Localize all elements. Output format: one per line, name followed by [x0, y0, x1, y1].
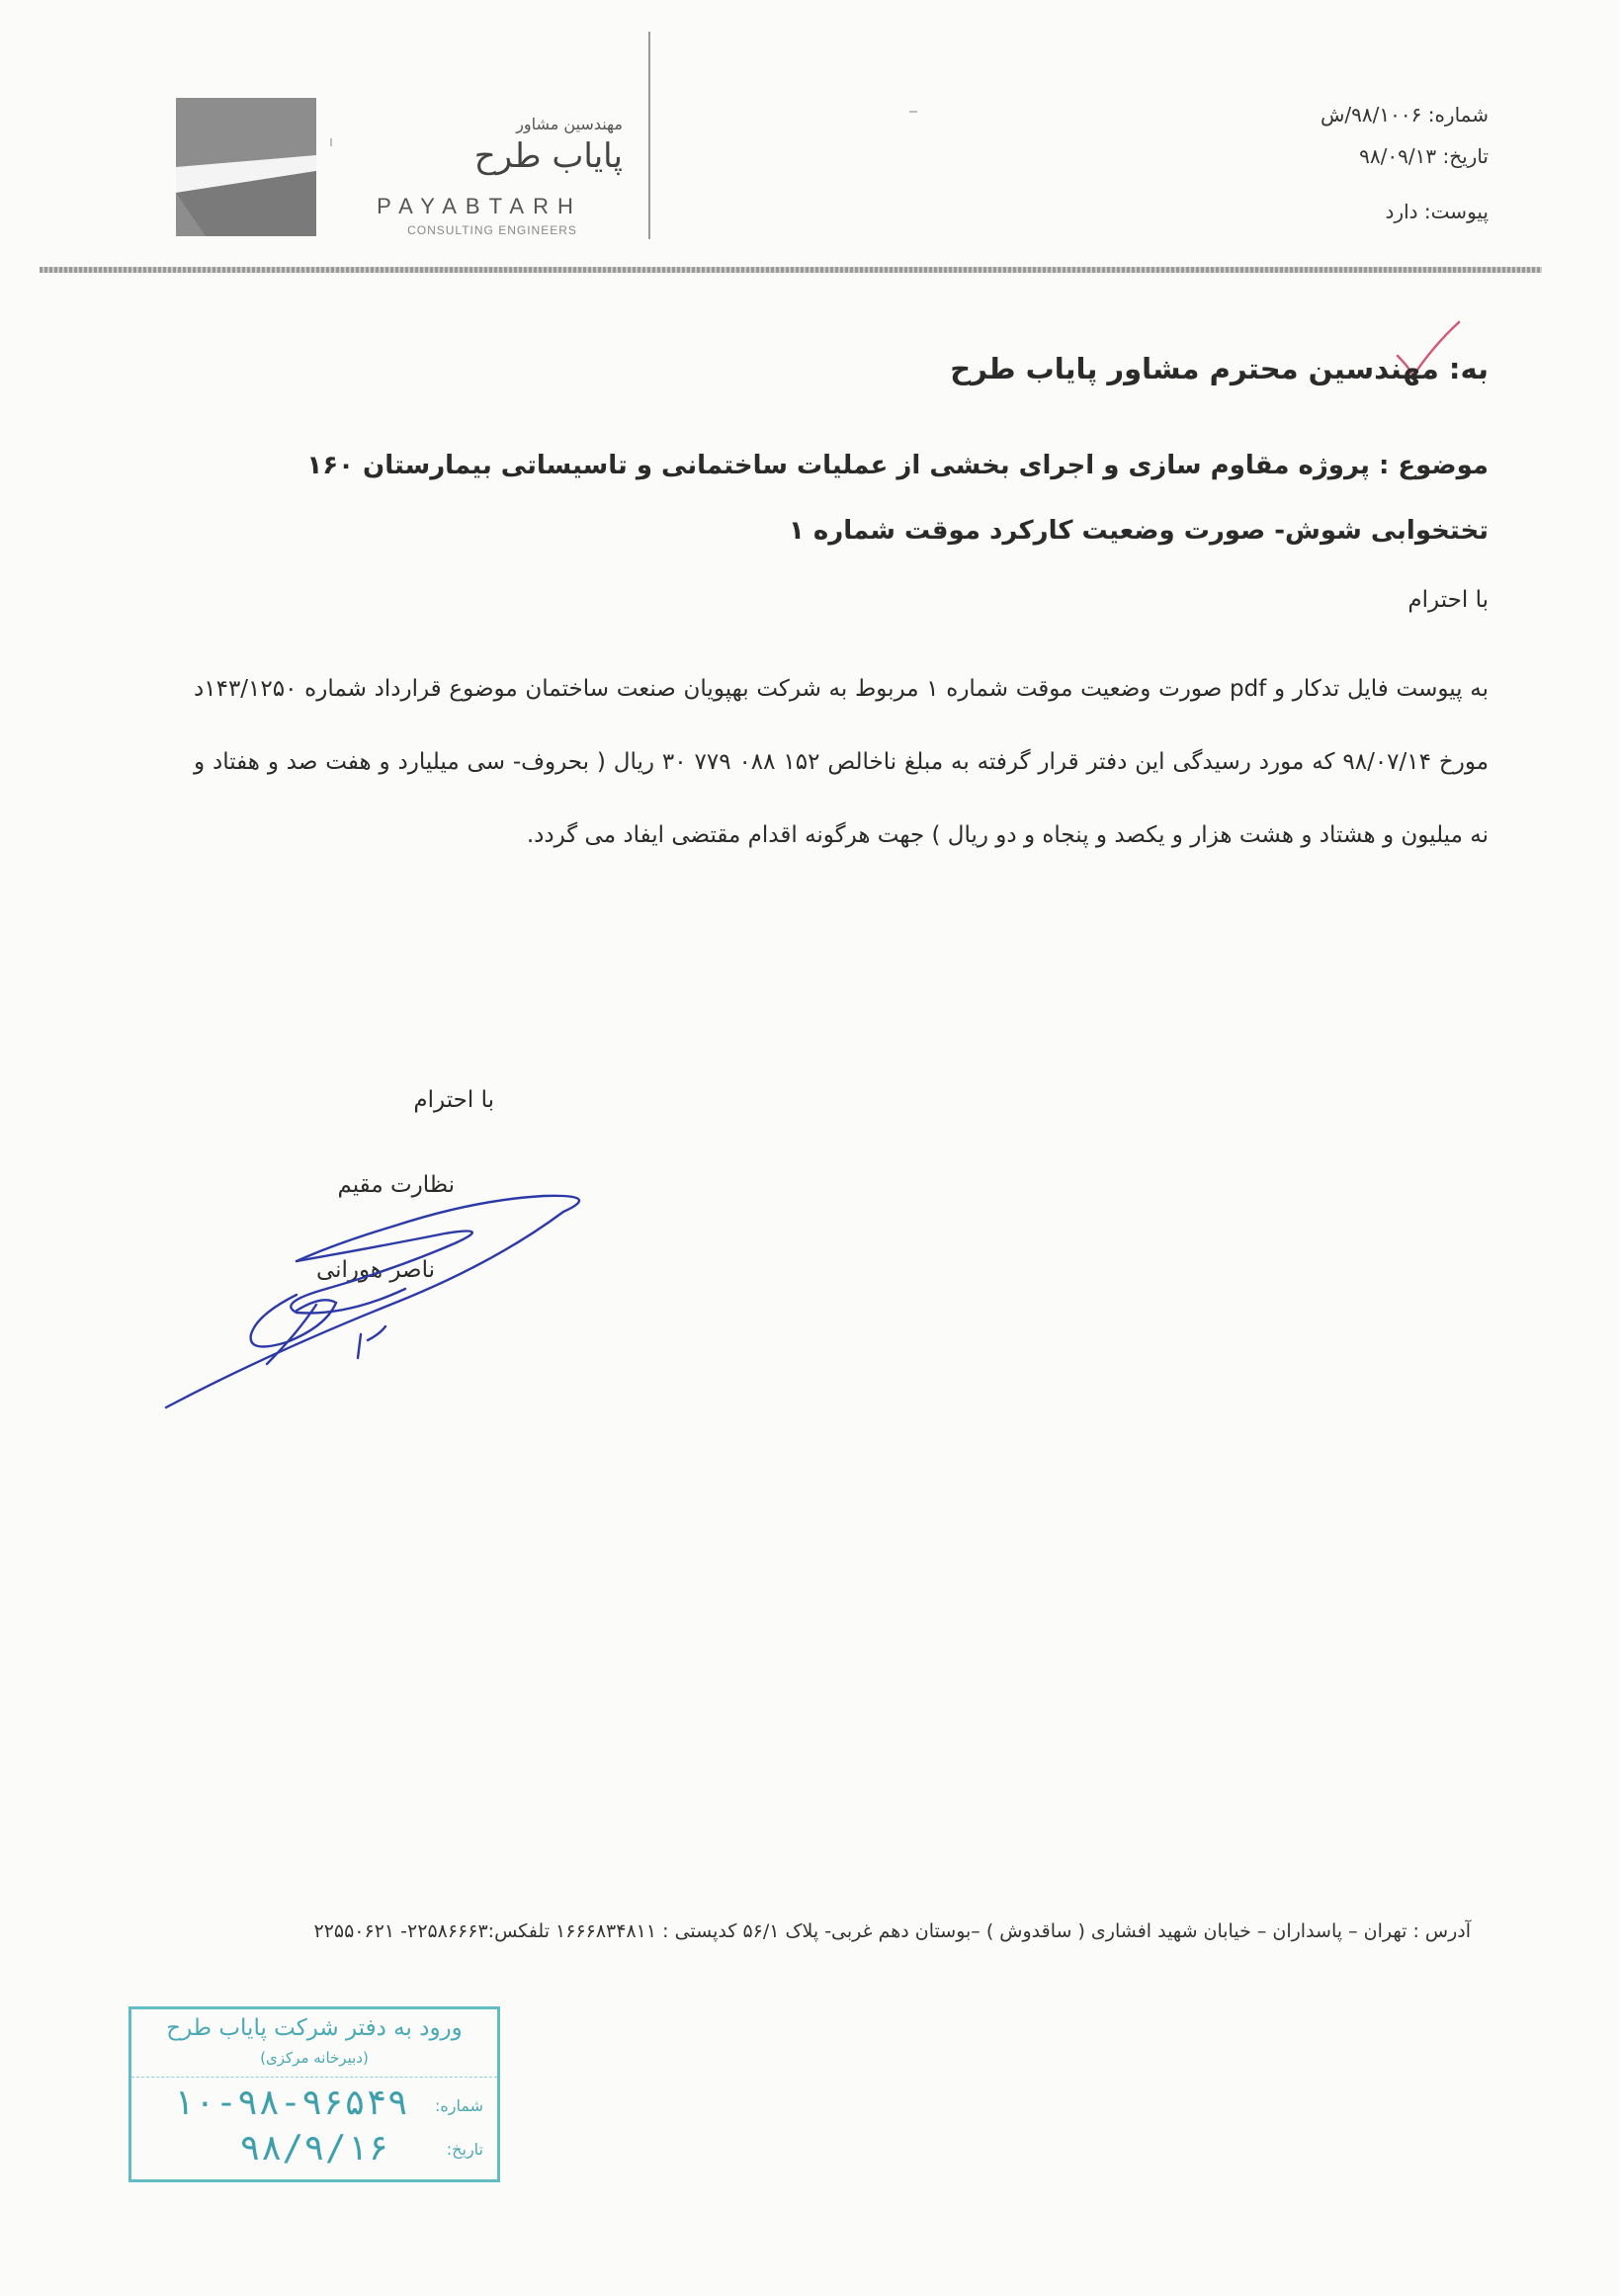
- stamp-title: ورود به دفتر شرکت پایاب طرح: [166, 2015, 463, 2041]
- logo-shard-icon: [176, 98, 316, 236]
- logo-name-en: PAYABTARH: [377, 194, 582, 218]
- stamp-date-label: تاریخ:: [446, 2140, 483, 2159]
- header-rule: [40, 267, 1542, 273]
- scan-mark: [909, 111, 917, 113]
- header-divider-vertical: [648, 32, 650, 239]
- scan-mark: [330, 138, 332, 146]
- recipient-line: به: مهندسین محترم مشاور پایاب طرح: [950, 352, 1489, 385]
- subject-line: موضوع : پروژه مقاوم سازی و اجرای بخشی از عملیات ساختمانی و تاسیساتی بیمارستان ۱۶۰ تختخوابی شوش- صورت وضعیت کارکرد موقت شماره ۱: [306, 451, 1489, 546]
- stamp-divider: [131, 2077, 497, 2078]
- letter-attachment: پیوست: دارد: [1385, 200, 1489, 223]
- logo-emblem: [176, 98, 316, 236]
- logo-name-fa: پایاب طرح: [473, 136, 623, 176]
- letter-date: تاریخ: ۹۸/۰۹/۱۳: [1359, 144, 1489, 168]
- handwritten-signature: [148, 1186, 623, 1413]
- signer-name: ناصر هورانی: [315, 1257, 435, 1283]
- signer-title: نظارت مقیم: [337, 1172, 455, 1198]
- letter-number: شماره: ۹۸/۱۰۰۶/ش: [1320, 103, 1489, 127]
- logo-subtitle-en: CONSULTING ENGINEERS: [407, 223, 577, 237]
- stamp-number-value: ۱۰-۹۸-۹۶۵۴۹: [172, 2083, 409, 2123]
- stamp-subtitle: (دبیرخانه مرکزی): [260, 2049, 369, 2067]
- footer-address: آدرس : تهران – پاسداران – خیابان شهید افشاری ( ساقدوش ) –بوستان دهم غربی- پلاک ۵۶/۱ کدپستی : ۱۶۶۶۸۳۴۸۱۱ تلفکس:۲۲۵۸۶۶۶۳- ۲۲۵۵۰۶۲۱: [313, 1920, 1471, 1942]
- receipt-stamp: [128, 2006, 500, 2182]
- stamp-date-value: ۹۸/۹/۱۶: [239, 2128, 389, 2168]
- body-paragraph: به پیوست فایل تدکار و pdf صورت وضعیت موقت شماره ۱ مربوط به شرکت بهپویان صنعت ساختمان موضوع قرارداد شماره ۱۴۳/۱۲۵۰د مورخ ۹۸/۰۷/۱۴ که مورد رسیدگی این دفتر قرار گرفته به مبلغ ناخالص ۱۵۲ ۰۸۸ ۷۷۹ ۳۰ ریال ( بحروف- سی میلیارد و هفت صد و هفتاد و نه میلیون و هشتاد و هشت هزار و یکصد و پنجاه و دو ریال ) جهت هرگونه اقدام مقتضی ایفاد می گردد.: [194, 676, 1490, 848]
- greeting: با احترام: [1407, 587, 1489, 613]
- logo-subtitle-fa: مهندسین مشاور: [516, 115, 623, 133]
- closing-regards: با احترام: [413, 1087, 494, 1113]
- stamp-number-label: شماره:: [434, 2096, 483, 2115]
